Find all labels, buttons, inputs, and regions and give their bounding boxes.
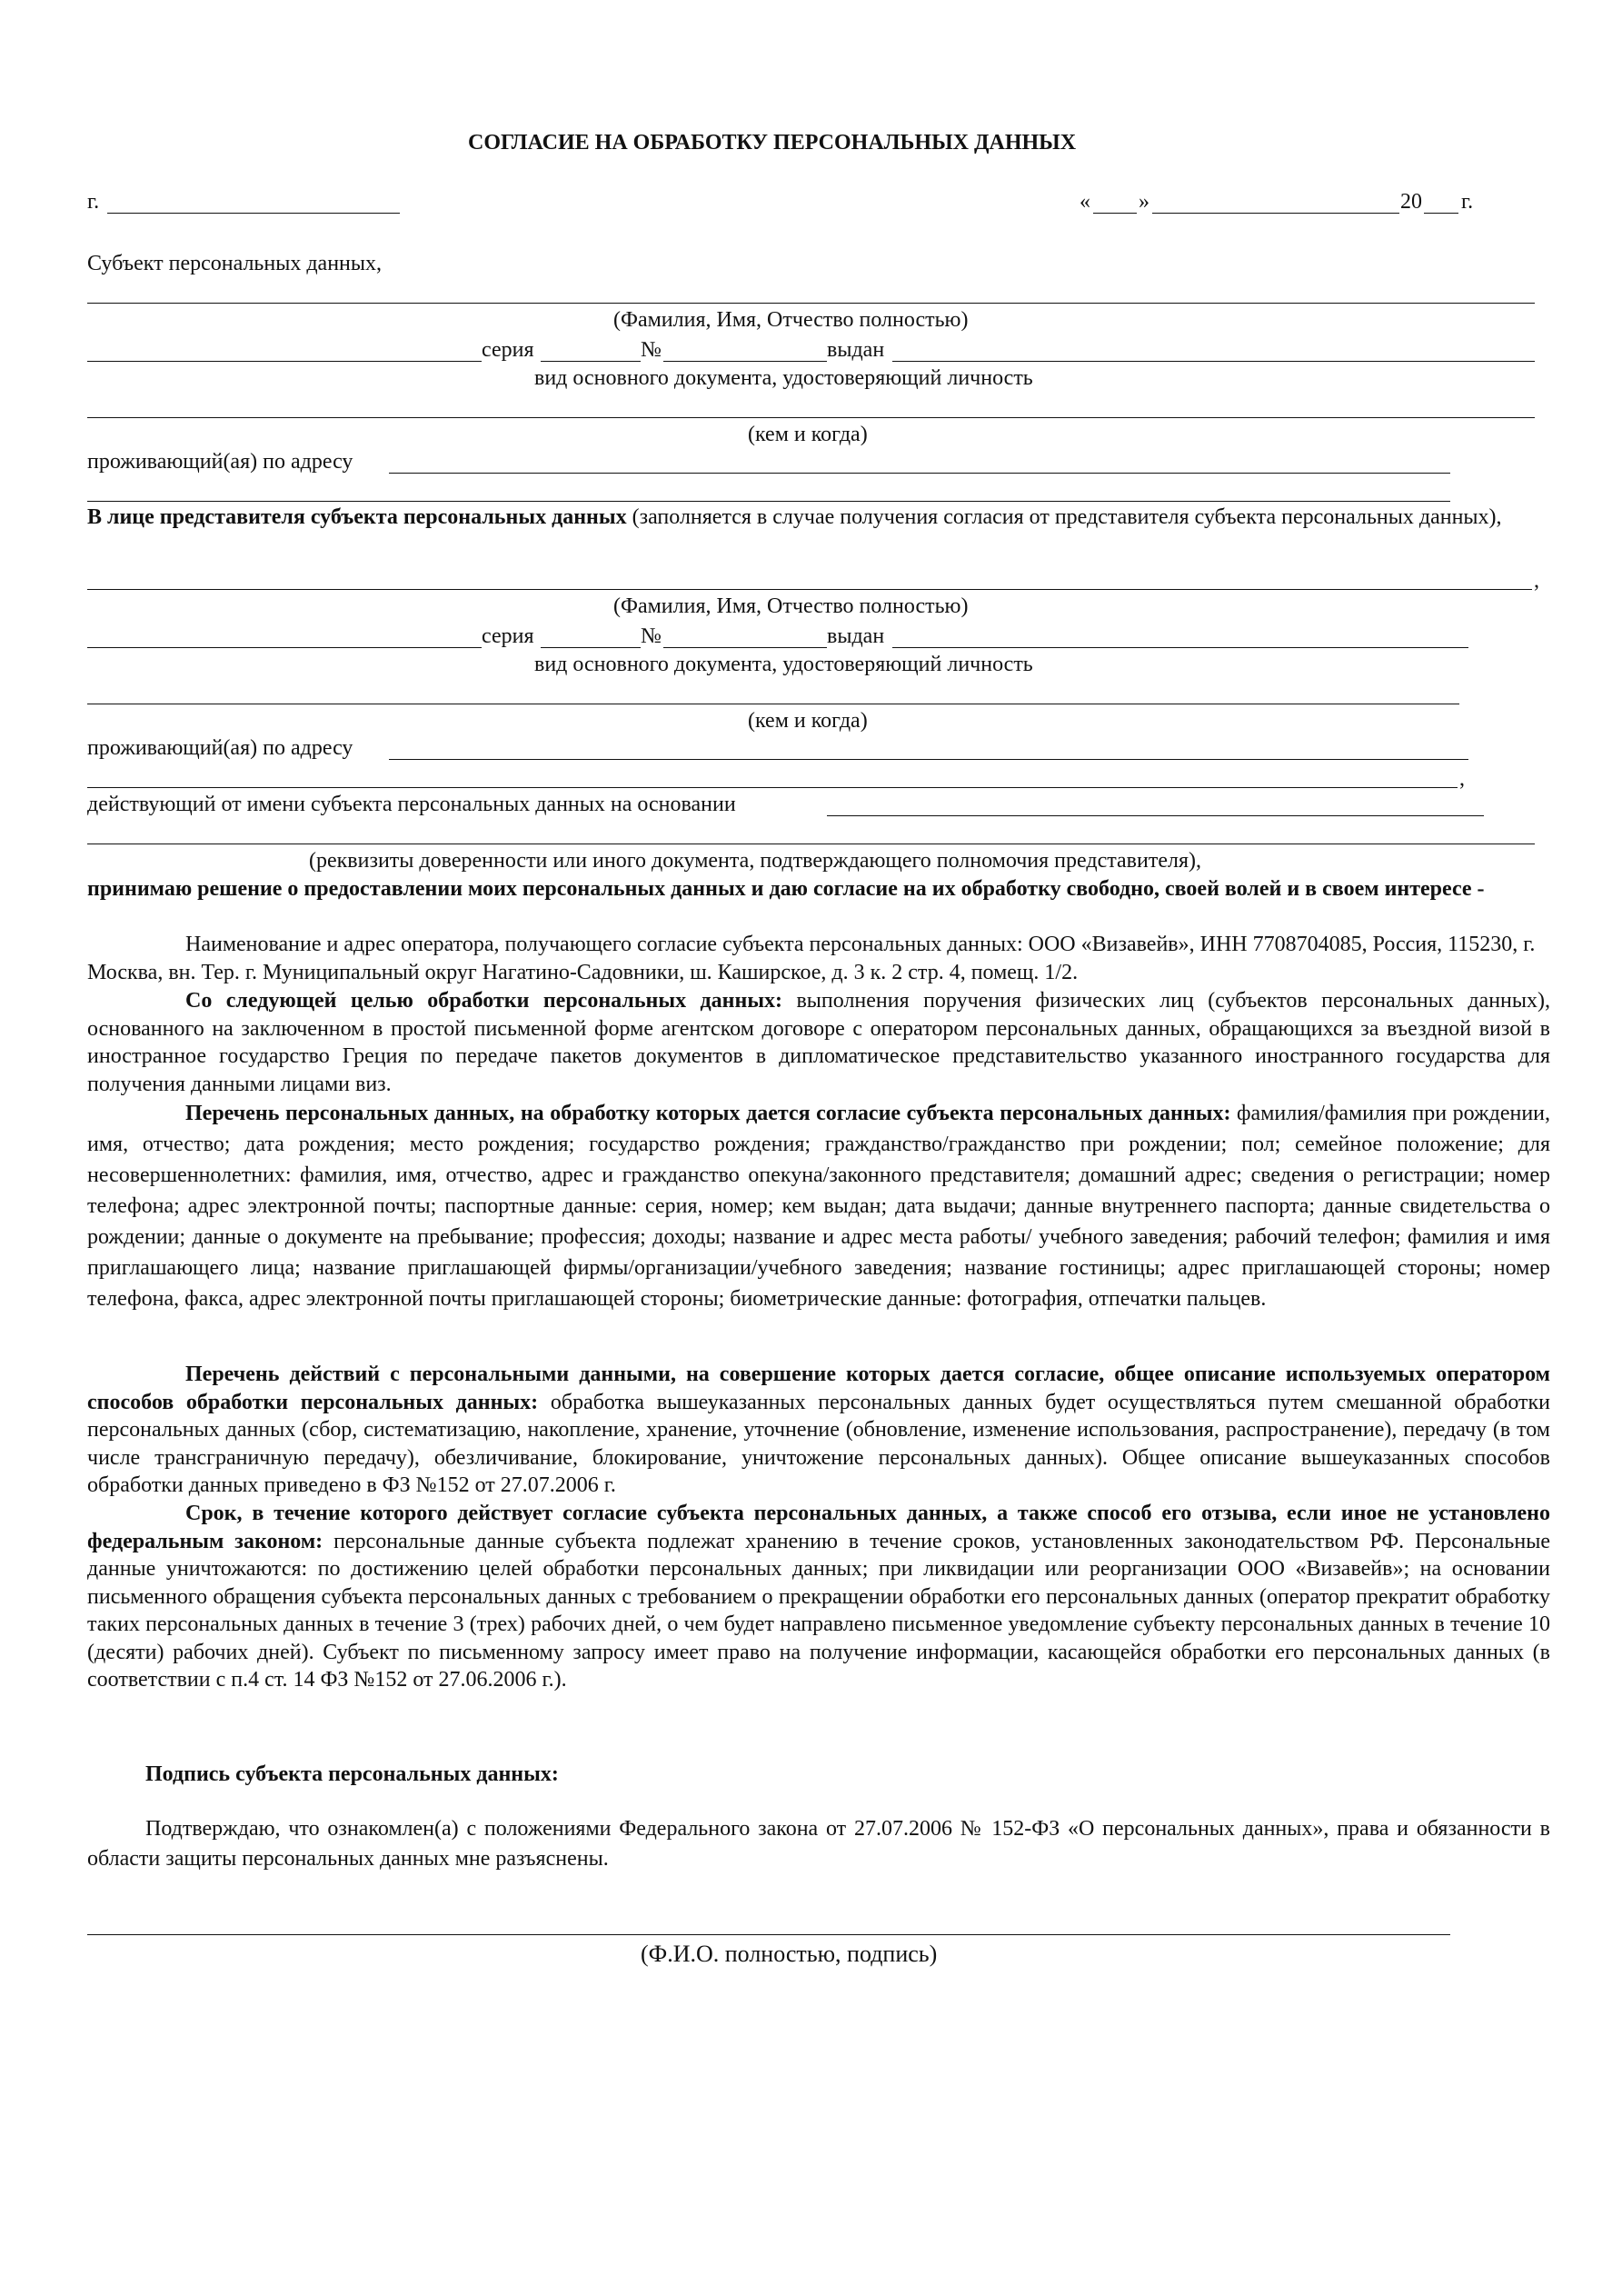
subject-fio-caption: (Фамилия, Имя, Отчество полностью) (613, 308, 969, 332)
representative-doc-caption: вид основного документа, удостоверяющий личность (534, 653, 1033, 676)
year-suffix: г. (1461, 190, 1474, 214)
representative-address-field-2[interactable] (87, 787, 1458, 788)
representative-who-when-caption: (кем и когда) (748, 709, 868, 733)
representative-number-field[interactable] (663, 647, 827, 648)
month-field[interactable] (1152, 213, 1399, 214)
city-label: г. (87, 190, 100, 214)
day-field[interactable] (1093, 213, 1137, 214)
actions-heading: Перечень действий с персональными данными, на совершение которых дается согласие, общее описание используемых оператором способов обработки персональных данных: (87, 1363, 1550, 1414)
year-prefix: 20 (1400, 190, 1422, 214)
representative-fio-caption: (Фамилия, Имя, Отчество полностью) (613, 594, 969, 618)
representative-acting-label: действующий от имени субъекта персональных данных на основании (87, 793, 736, 816)
subject-label: Субъект персональных данных, (87, 252, 383, 275)
representative-requisites-caption: (реквизиты доверенности или иного документа, подтверждающего полномочия представителя), (309, 849, 1201, 873)
representative-address-field[interactable] (389, 759, 1468, 760)
data-list-heading: Перечень персональных данных, на обработку которых дается согласие субъекта персональных данных: (185, 1102, 1231, 1125)
representative-comma-2: , (1459, 767, 1465, 791)
term-text: персональные данные субъекта подлежат хранению в течение сроков, установленных законодательством РФ. Персональные данные уничтожаются: по достижению целей обработки персональных данных; при ликвидации или реорганизации ООО «Визавейв»; на основании письменного обращения субъекта персональных данных с требованием о прекращении обработки его персональных данных (оператор прекратит обработку таких персональных данных в течение 3 (трех) рабочих дней, о чем будет направлено письменное уведомление субъекту персональных данных в течение 10 (десяти) рабочих дней). Субъект по письменному запросу имеет право на получение информации, касающейся обработки его персональных данных (в соответствии с п.4 ст. 14 ФЗ №152 от 27.06.2006 г.). (87, 1529, 1550, 1692)
subject-doc-caption: вид основного документа, удостоверяющий личность (534, 366, 1033, 390)
subject-address-field-2[interactable] (87, 501, 1450, 502)
decision-statement: принимаю решение о предоставлении моих персональных данных и даю согласие на их обработку свободно, своей волей и в своем интересе - (87, 877, 1485, 901)
year-field[interactable] (1424, 213, 1458, 214)
representative-basis-field[interactable] (827, 815, 1484, 816)
data-list-text: фамилия/фамилия при рождении, имя, отчество; дата рождения; место рождения; государство рождения; гражданство/гражданство при рождении; пол; семейное положение; для несовершеннолетних: фамилия, имя, отчество, адрес и гражданство опекуна/законного представителя; домашний адрес; сведения о регистрации; номер телефона; адрес электронной почты; паспортные данные: серия, номер; кем выдан; дата выдачи; данные внутреннего паспорта; данные свидетельства о рождении; данные о документе на пребывание; профессия; доходы; название и адрес места работы/ учебного заведения; рабочий телефон; фамилия и имя приглашающего лица; название приглашающей фирмы/организации/учебного заведения; название гостиницы; адрес приглашающей стороны; номер телефона, факса, адрес электронной почты приглашающей стороны; биометрические данные: фотография, отпечатки пальцев. (87, 1102, 1550, 1311)
purpose-text: выполнения поручения физических лиц (субъектов персональных данных), основанного на заключенном в простой письменной форме агентском договоре с оператором персональных данных, обращающихся за въездной визой в иностранное государство Греция по передаче пакетов документов в дипломатическое представительство указанного иностранного государства для получения данными лицами виз. (87, 989, 1550, 1096)
representative-fio-field[interactable] (87, 589, 1532, 590)
representative-comma: , (1534, 569, 1539, 593)
representative-heading-rest: (заполняется в случае получения согласия от представителя субъекта персональных данных), (626, 505, 1502, 529)
representative-heading-bold: В лице представителя субъекта персональных данных (87, 505, 627, 529)
representative-issued-field[interactable] (892, 647, 1468, 648)
subject-address-label: проживающий(ая) по адресу (87, 450, 353, 474)
representative-number-label: № (641, 624, 662, 648)
actions-paragraph (87, 1361, 1550, 1500)
term-heading: Срок, в течение которого действует согласие субъекта персональных данных, а также способ его отзыва, если иное не установлено федеральным законом: (87, 1502, 1550, 1553)
subject-issued-field[interactable] (892, 361, 1535, 362)
subject-who-when-caption: (кем и когда) (748, 423, 868, 446)
signature-field[interactable] (87, 1934, 1450, 1935)
subject-who-when-field[interactable] (87, 417, 1535, 418)
term-paragraph (87, 1500, 1550, 1694)
representative-address-label: проживающий(ая) по адресу (87, 736, 353, 760)
subject-number-label: № (641, 338, 662, 362)
data-list-paragraph (87, 1098, 1550, 1314)
representative-series-label: серия (482, 624, 534, 648)
representative-issued-label: выдан (827, 624, 885, 648)
representative-doc-type-field[interactable] (87, 647, 482, 648)
subject-fio-field[interactable] (87, 303, 1535, 304)
representative-series-field[interactable] (541, 647, 641, 648)
operator-paragraph: Наименование и адрес оператора, получающего согласие субъекта персональных данных: ООО «Визавейв», ИНН 7708704085, Россия, 115230, г. Москва, вн. Тер. г. Муниципальный округ Нагатино-Садовники, ш. Каширское, д. 3 к. 2 стр. 4, помещ. 1/2. (87, 933, 1536, 984)
subject-doc-type-field[interactable] (87, 361, 482, 362)
subject-series-label: серия (482, 338, 534, 362)
confirmation-paragraph: Подтверждаю, что ознакомлен(а) с положениями Федерального закона от 27.07.2006 № 152-ФЗ «О персональных данных», права и обязанности в области защиты персональных данных мне разъяснены. (87, 1817, 1550, 1871)
city-field[interactable] (107, 213, 400, 214)
date-close-quote: » (1139, 190, 1149, 214)
date-open-quote: « (1080, 190, 1090, 214)
subject-number-field[interactable] (663, 361, 827, 362)
signature-caption: (Ф.И.О. полностью, подпись) (641, 1941, 938, 1967)
representative-heading (87, 504, 1550, 532)
subject-issued-label: выдан (827, 338, 885, 362)
signature-heading: Подпись субъекта персональных данных: (145, 1762, 559, 1786)
subject-series-field[interactable] (541, 361, 641, 362)
purpose-heading: Со следующей целью обработки персональных данных: (185, 989, 783, 1013)
actions-text: обработка вышеуказанных персональных данных будет осуществляться путем смешанной обработки персональных данных (сбор, систематизацию, накопление, хранение, уточнение (обновление, изменение использования, распространение), передачу (в том числе трансграничную передачу), обезличивание, блокирование, уничтожение персональных данных). Общее описание вышеуказанных способов обработки данных приведено в ФЗ №152 от 27.07.2006 г. (87, 1390, 1551, 1497)
subject-address-field[interactable] (389, 473, 1450, 474)
document-title: СОГЛАСИЕ НА ОБРАБОТКУ ПЕРСОНАЛЬНЫХ ДАННЫХ (468, 131, 1077, 155)
purpose-paragraph (87, 987, 1550, 1098)
